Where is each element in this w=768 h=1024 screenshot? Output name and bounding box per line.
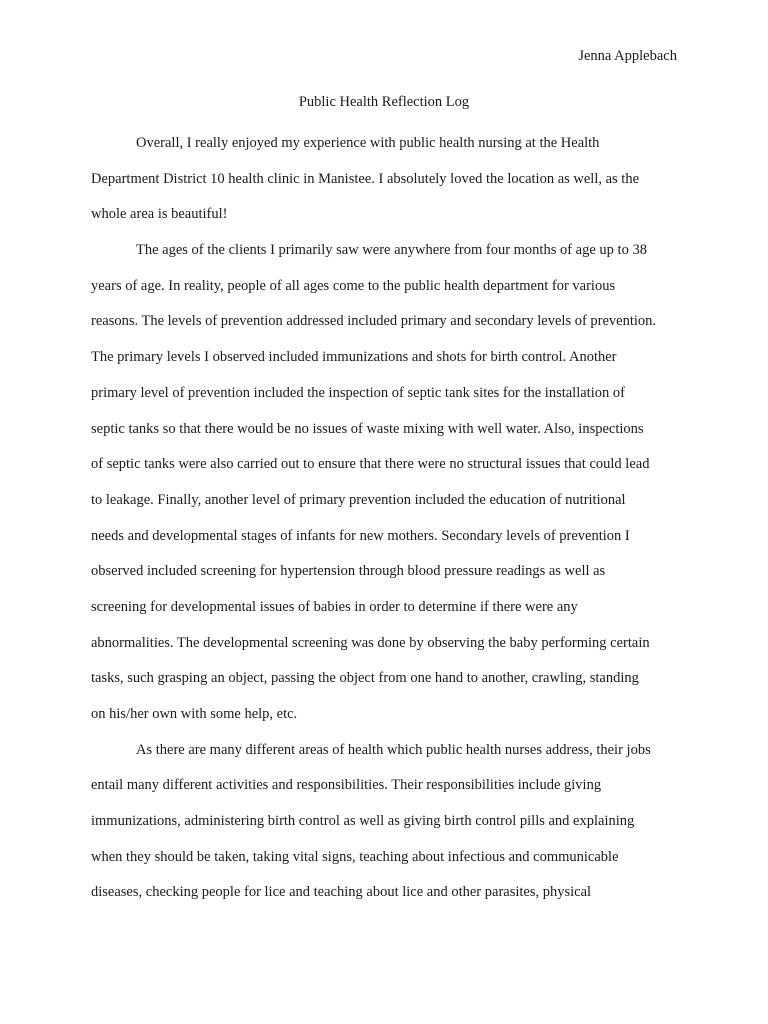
text-line: primary level of prevention included the inspection of septic tank sites for the installation of	[91, 384, 625, 401]
text-line: of septic tanks were also carried out to ensure that there were no structural issues that could lead	[91, 456, 650, 473]
text-line: As there are many different areas of health which public health nurses address, their jobs	[136, 741, 651, 758]
text-line: reasons. The levels of prevention addressed included primary and secondary levels of prevention.	[91, 313, 657, 330]
text-line: diseases, checking people for lice and teaching about lice and other parasites, physical	[91, 884, 592, 901]
author-name: Jenna Applebach	[578, 48, 677, 64]
text-line: tasks, such grasping an object, passing the object from one hand to another, crawling, standing	[91, 670, 639, 687]
paragraph-clients-and-prevention	[91, 233, 681, 733]
text-line: Overall, I really enjoyed my experience with public health nursing at the Health	[136, 135, 600, 151]
text-line: The ages of the clients I primarily saw were anywhere from four months of age up to 38	[136, 242, 647, 259]
text-line: needs and developmental stages of infants for new mothers. Secondary levels of prevention I	[91, 527, 630, 544]
text-line: screening for developmental issues of babies in order to determine if there were any	[91, 598, 578, 615]
document-title: Public Health Reflection Log	[298, 94, 470, 110]
text-line: entail many different activities and responsibilities. Their responsibilities include giving	[91, 777, 602, 794]
paragraph-nurse-responsibilities	[91, 733, 681, 911]
paragraph-overall-experience	[91, 126, 681, 233]
text-line: observed included screening for hypertension through blood pressure readings as well as	[91, 563, 606, 580]
document-body	[91, 126, 681, 911]
text-line: The primary levels I observed included immunizations and shots for birth control. Another	[91, 349, 617, 366]
text-line: on his/her own with some help, etc.	[91, 706, 298, 722]
text-line: abnormalities. The developmental screening was done by observing the baby performing certain	[91, 634, 650, 651]
text-line: septic tanks so that there would be no issues of waste mixing with well water. Also, inspections	[91, 420, 644, 437]
text-line: immunizations, administering birth control as well as giving birth control pills and explaining	[91, 813, 635, 830]
text-line: when they should be taken, taking vital signs, teaching about infectious and communicable	[91, 848, 619, 865]
text-line: whole area is beautiful!	[91, 206, 228, 223]
text-line: Department District 10 health clinic in Manistee. I absolutely loved the location as well, as the	[91, 170, 640, 187]
text-line: to leakage. Finally, another level of primary prevention included the education of nutritional	[91, 491, 626, 508]
text-line: years of age. In reality, people of all ages come to the public health department for various	[91, 277, 616, 294]
